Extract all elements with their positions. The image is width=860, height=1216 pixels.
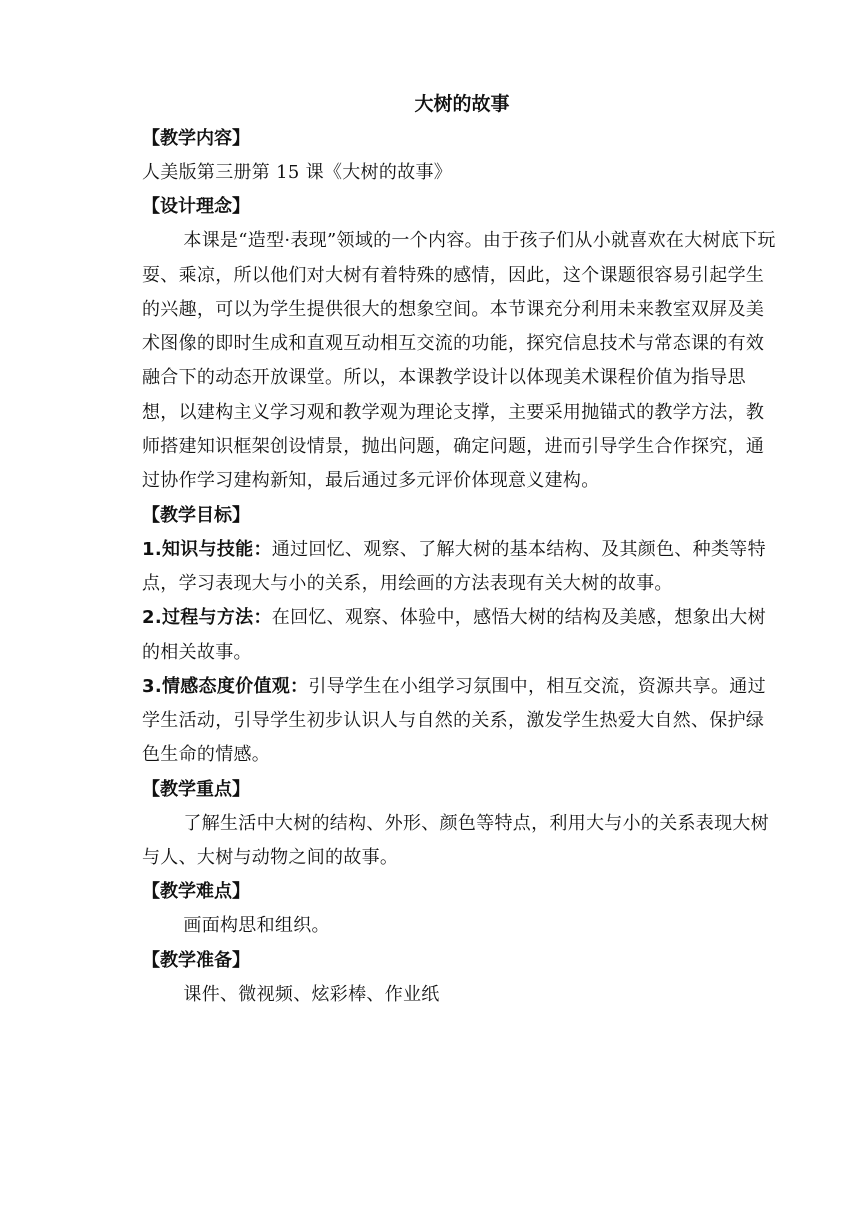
goal-text: 引导学生在小组学习氛围中，相互交流，资源共享。通过学生活动，引导学生初步认识人与自然的关系，激发学生热爱大自然、保护绿色生命的情感。 <box>142 675 766 766</box>
goal-label: 3.情感态度价值观： <box>142 675 309 697</box>
preparation-text: 课件、微视频、炫彩棒、作业纸 <box>183 983 440 1005</box>
goal-item-emotion <box>142 670 782 773</box>
goal-label: 2.过程与方法： <box>142 607 272 629</box>
document-body <box>142 88 782 1012</box>
key-points-text: 了解生活中大树的结构、外形、颜色等特点，利用大与小的关系表现大树与人、大树与动物之间的故事。 <box>142 812 769 869</box>
goal-label: 1.知识与技能： <box>142 538 272 560</box>
section-heading-difficulties: 【教学难点】 <box>142 881 250 903</box>
section-heading-preparation: 【教学准备】 <box>142 949 250 971</box>
difficulties-text: 画面构思和组织。 <box>183 915 330 937</box>
goal-item-process <box>142 601 782 670</box>
section-heading-concept: 【设计理念】 <box>142 196 250 218</box>
section-heading-key-points: 【教学重点】 <box>142 778 250 800</box>
section-heading-content: 【教学内容】 <box>142 128 250 149</box>
goal-text: 在回忆、观察、体验中，感悟大树的结构及美感，想象出大树的相关故事。 <box>142 607 766 663</box>
section-heading-goals: 【教学目标】 <box>142 504 250 526</box>
goal-item-knowledge <box>142 533 782 602</box>
document-title: 大树的故事 <box>414 93 510 115</box>
goal-text: 通过回忆、观察、了解大树的基本结构、及其颜色、种类等特点，学习表现大与小的关系，用绘画的方法表现有关大树的故事。 <box>142 538 766 594</box>
content-text: 人美版第三册第 15 课《大树的故事》 <box>142 162 453 183</box>
concept-text: 本课是“造型·表现”领域的一个内容。由于孩子们从小就喜欢在大树底下玩耍、乘凉，所以他们对大树有着特殊的感情，因此，这个课题很容易引起学生的兴趣，可以为学生提供很大的想象空间。本节课充分利用未来教室双屏及美术图像的即时生成和直观互动相互交流的功能，探究信息技术与常态课的有效融合下的动态开放课堂。所以，本课教学设计以体现美术课程价值为指导思想，以建构主义学习观和教学观为理论支撑，主要采用抛锚式的教学方法，教师搭建知识框架创设情景，抛出问题，确定问题，进而引导学生合作探究，通过协作学习建构新知，最后通过多元评价体现意义建构。 <box>142 230 776 492</box>
